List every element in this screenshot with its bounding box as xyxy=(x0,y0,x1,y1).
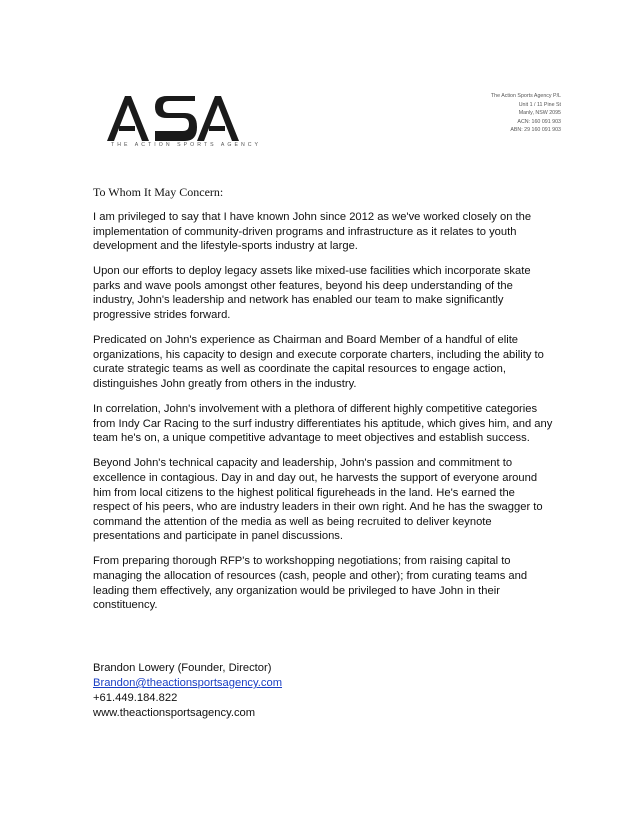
body-paragraph: From preparing thorough RFP's to workshopping negotiations; from raising capital to managing the allocation of resources (cash, people and other); from curating teams and leading them effectively, any organization would be privileged to have John in their constituency. xyxy=(93,555,528,612)
address-line: The Action Sports Agency P/L xyxy=(490,93,561,99)
body-paragraph: Beyond John's technical capacity and leadership, John's passion and commitment to excellence in contagious. Day in and day out, he harvests the support of everyone around him from local citizens to the highest political figureheads in the land. He's earned the respect of his peers, who are industry leaders in their own right. And he has the swagger to command the attention of the media as well as being recruited to deliver keynote presentations and participate in panel discussions. xyxy=(93,457,543,543)
body-paragraph: Upon our efforts to deploy legacy assets like mixed-use facilities which incorporate skate parks and wave pools amongst other features, beyond his deep understanding of the industry, John's leadership and network has enabled our team to make significantly progressive strides forward. xyxy=(93,265,531,322)
address-line: ABN: 29 160 091 903 xyxy=(510,127,561,133)
signatory-name: Brandon Lowery (Founder, Director) xyxy=(93,662,272,674)
phone-number: +61.449.184.822 xyxy=(93,692,178,704)
letter-body xyxy=(93,210,553,623)
website-link[interactable]: www.theactionsportsagency.com xyxy=(93,707,256,719)
salutation: To Whom It May Concern: xyxy=(93,185,224,199)
signature-block xyxy=(93,661,282,721)
company-address xyxy=(491,92,561,135)
asa-logo xyxy=(105,93,240,143)
logo-tagline: THE ACTION SPORTS AGENCY xyxy=(111,142,262,148)
address-line: Unit 1 / 11 Pine St xyxy=(518,101,561,108)
body-paragraph: In correlation, John's involvement with a plethora of different highly competitive categories from Indy Car Racing to the surf industry differentiates his aptitude, which gives him, and any team he's on, a unique competitive advantage to meet objectives and establish success. xyxy=(93,403,553,445)
body-paragraph: Predicated on John's experience as Chairman and Board Member of a handful of elite organizations, his capacity to design and execute corporate charters, including the ability to curate strategic teams as well as coordinate the capital resources to engage action, distinguishes John greatly from others in the industry. xyxy=(93,334,544,390)
address-line: Manly, NSW 2095 xyxy=(518,110,561,116)
address-line: ACN: 160 091 903 xyxy=(517,118,561,125)
email-link[interactable]: Brandon@theactionsportsagency.com xyxy=(93,677,283,689)
asa-logo-graphic xyxy=(105,93,240,143)
body-paragraph: I am privileged to say that I have known John since 2012 as we've worked closely on the implementation of community-driven programs and infrastructure as it relates to youth development and the lifestyle-sports industry at large. xyxy=(93,211,532,253)
